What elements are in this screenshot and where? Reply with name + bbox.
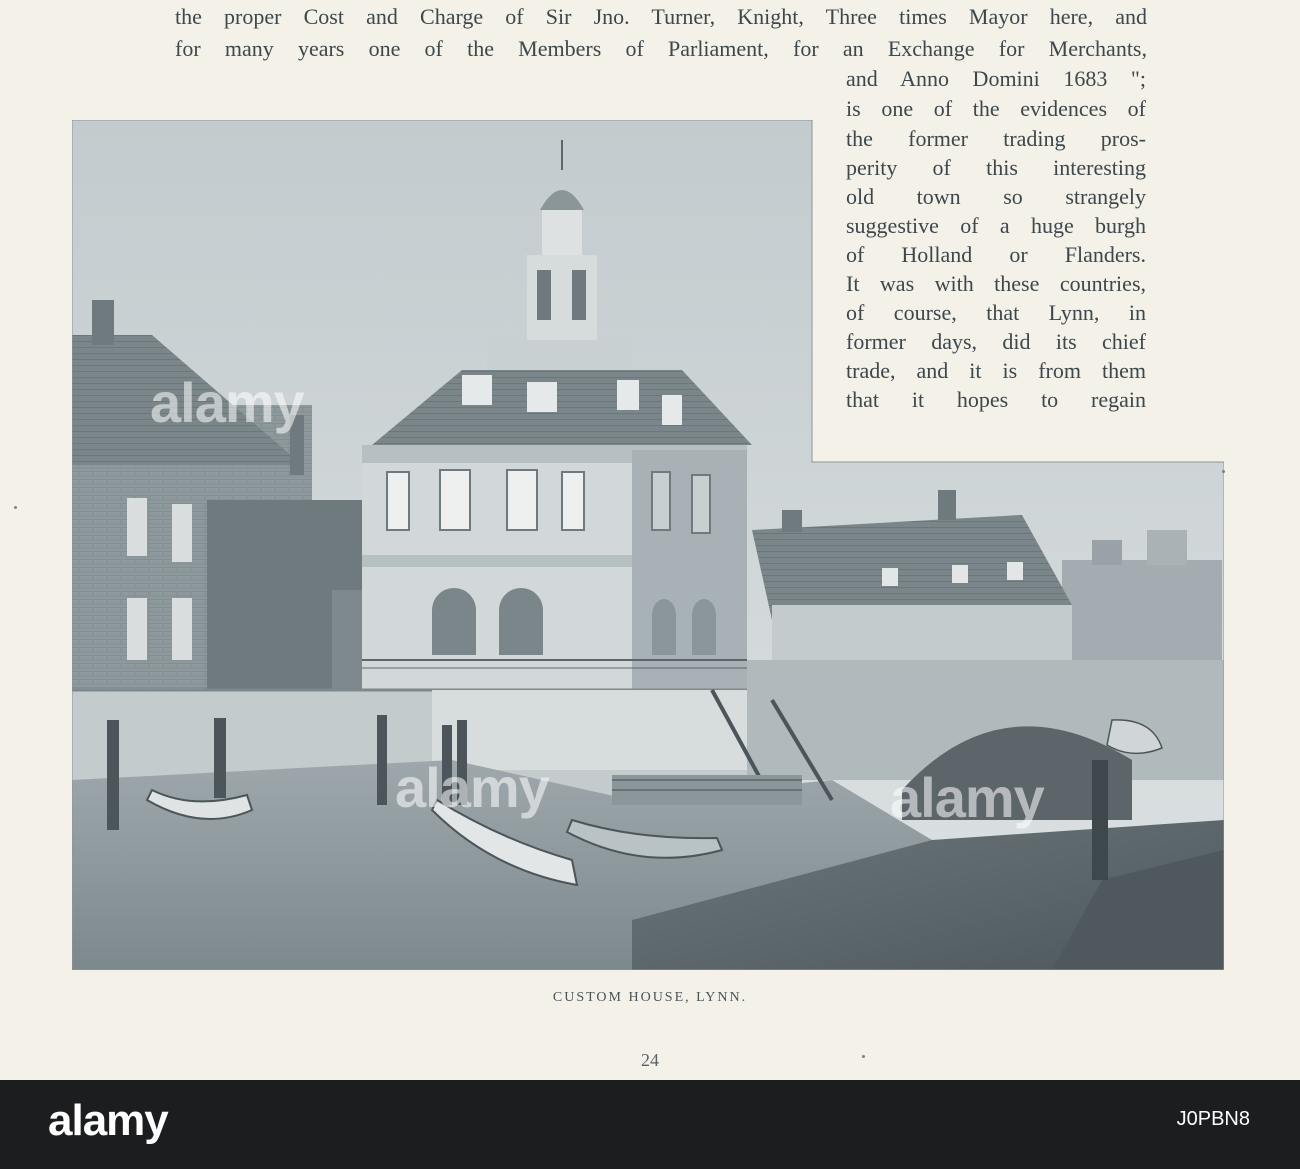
- print-speck: [14, 506, 17, 509]
- side-text-line-12: that it hopes to regain: [846, 387, 1146, 412]
- body-text-line-1: the proper Cost and Charge of Sir Jno. Turner, Knight, Three times Mayor here, and: [175, 4, 1147, 29]
- print-speck: [862, 1055, 865, 1058]
- page-number: 24: [641, 1050, 659, 1070]
- side-text-line-10: former days, did its chief: [846, 329, 1146, 354]
- side-text-line-7: of Holland or Flanders.: [846, 242, 1146, 267]
- side-text-line-11: trade, and it is from them: [846, 358, 1146, 383]
- watermark-overlay-logo: alamy: [890, 766, 1044, 829]
- print-speck: [1222, 470, 1225, 473]
- body-text-line-2: for many years one of the Members of Parliament, for an Exchange for Merchants,: [175, 36, 1147, 61]
- side-text-line-8: It was with these countries,: [846, 271, 1146, 296]
- side-text-line-4: perity of this interesting: [846, 155, 1146, 180]
- side-text-line-9: of course, that Lynn, in: [846, 300, 1146, 325]
- watermark-overlay-logo: alamy: [150, 371, 304, 434]
- watermark-bar: [0, 1080, 1300, 1169]
- side-text-line-2: is one of the evidences of: [846, 96, 1146, 121]
- image-id: J0PBN8: [1176, 1108, 1250, 1130]
- side-text-line-3: the former trading pros-: [846, 126, 1146, 151]
- side-text-line-6: suggestive of a huge burgh: [846, 213, 1146, 238]
- side-text-line-5: old town so strangely: [846, 184, 1146, 209]
- alamy-logo: alamy: [48, 1096, 168, 1145]
- illustration-caption: CUSTOM HOUSE, LYNN.: [552, 990, 748, 1005]
- side-text-line-1: and Anno Domini 1683 ";: [846, 66, 1146, 91]
- watermark-overlay-logo: alamy: [395, 756, 549, 819]
